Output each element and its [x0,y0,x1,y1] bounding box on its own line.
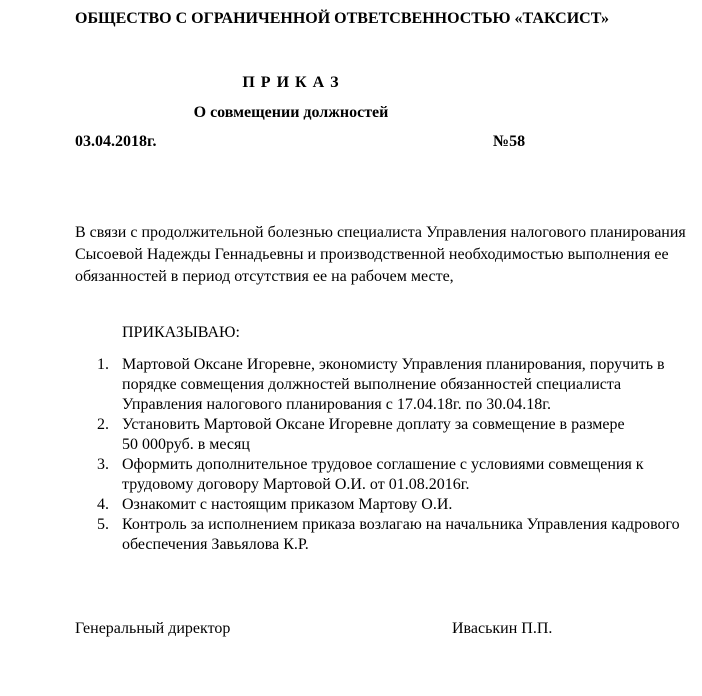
item-text-line: обеспечения Завьялова К.Р. [122,536,309,553]
order-item-4 [97,495,680,515]
order-date: 03.04.2018г. [75,133,157,150]
item-text-line: Установить Мартовой Оксане Игоревне доплату за совмещение в размере [122,416,625,433]
item-text [122,455,644,495]
preamble-line: обязанностей в период отсутствия ее на рабочем месте, [75,268,454,285]
preamble-line: В связи с продолжительной болезнью специалиста Управления налогового планирования [75,224,686,241]
item-text-line: Ознакомит с настоящим приказом Мартову О.И. [122,496,453,513]
item-text-line: порядке совмещения должностей выполнение обязанностей специалиста [122,376,622,393]
signature-position: Генеральный директор [75,620,231,637]
order-number: №58 [493,133,526,150]
company-title: ОБЩЕСТВО С ОГРАНИЧЕННОЙ ОТВЕТСВЕННОСТЬЮ «ТАКСИСТ» [75,10,609,27]
resolution-word: ПРИКАЗЫВАЮ: [122,324,240,341]
item-text [122,495,452,515]
item-text-line: Управления налогового планирования с 17.04.18г. по 30.04.18г. [122,396,551,413]
order-item-2 [97,415,680,455]
preamble-line: Сысоевой Надежды Геннадьевны и производственной необходимостью выполнения ее [75,246,669,263]
order-subject: О совмещении должностей [193,104,389,121]
item-text-line: Контроль за исполнением приказа возлагаю на начальника Управления кадрового [122,516,680,533]
order-item-5 [97,515,680,555]
item-number: 2. [97,416,109,433]
order-item-3 [97,455,680,495]
item-text-line: Оформить дополнительное трудовое соглашение с условиями совмещения к [122,456,644,473]
item-text-line: 50 000руб. в месяц [122,436,250,453]
item-number: 4. [97,496,109,513]
item-text [122,415,625,455]
item-text-line: трудовому договору Мартовой О.И. от 01.08.2016г. [122,476,470,493]
item-number: 1. [97,356,109,373]
item-number: 5. [97,516,109,533]
item-text-line: Мартовой Оксане Игоревне, экономисту Управления планирования, поручить в [122,356,665,373]
preamble [75,222,691,288]
order-items-list [97,355,680,555]
item-text [122,355,665,415]
item-text [122,515,680,555]
item-number: 3. [97,456,109,473]
order-item-1 [97,355,680,415]
order-heading: П Р И К А З [242,74,340,91]
signature-name: Иваськин П.П. [452,620,553,637]
